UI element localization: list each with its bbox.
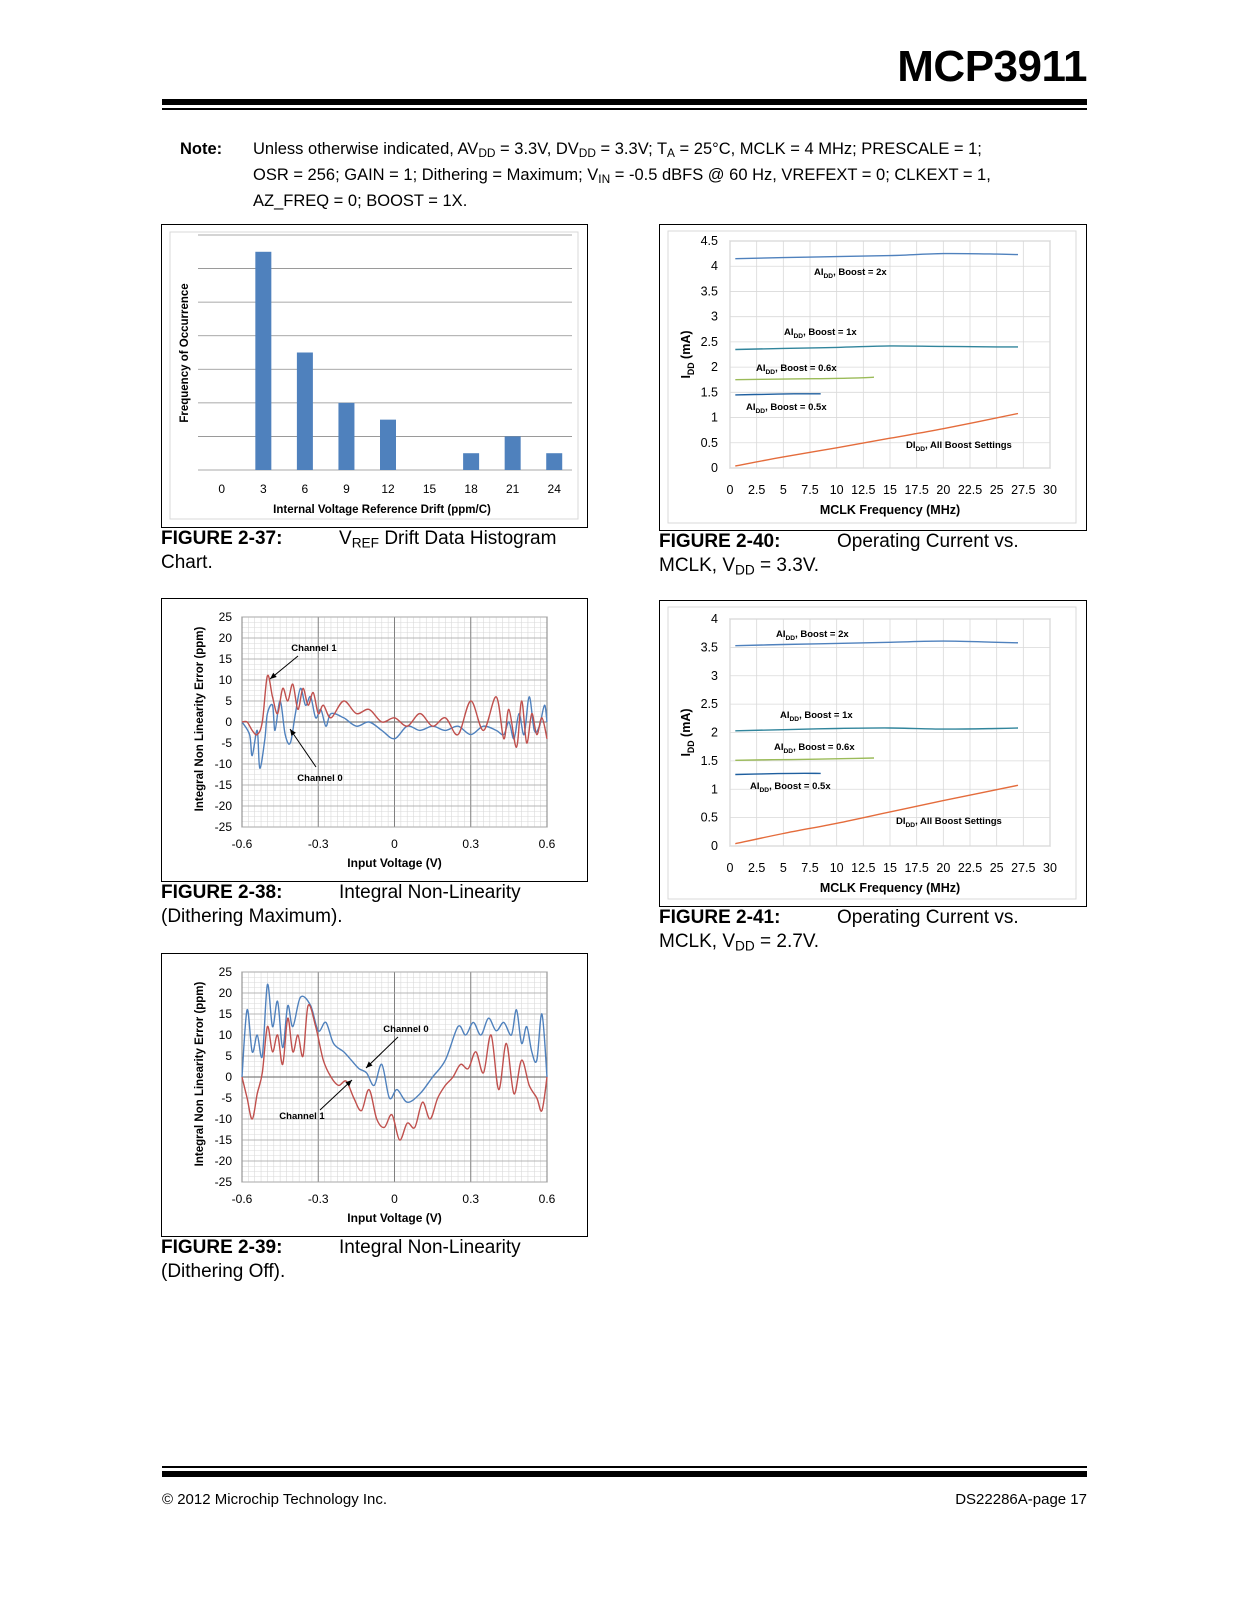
caption-line-2: (Dithering Off). [161, 1261, 286, 1282]
y-tick-label: 15 [218, 652, 232, 666]
x-tick-label: 25 [989, 483, 1004, 497]
page-number: DS22286A-page 17 [955, 1491, 1087, 1508]
caption-line-2 [659, 930, 1089, 958]
x-tick-label: 6 [301, 482, 309, 496]
x-tick-label: 0.6 [538, 837, 556, 851]
y-tick-label: 2.5 [700, 697, 718, 712]
x-tick-label: 30 [1043, 861, 1057, 875]
caption-fig40 [659, 530, 1089, 582]
x-tick-label: 2.5 [747, 483, 766, 497]
y-axis-label: $I_{DD}$ (mA) [679, 330, 696, 379]
histogram-bar [297, 353, 313, 471]
y-tick-label: -20 [214, 799, 232, 813]
y-tick-label: 3 [711, 668, 718, 683]
x-tick-label: 7.5 [801, 483, 819, 497]
figure-number: FIGURE 2-37: [161, 528, 283, 549]
x-tick-label: 25 [989, 861, 1004, 875]
y-tick-label: 0 [225, 715, 232, 729]
note-line: AZ_FREQ = 0; BOOST = 1X. [253, 191, 468, 210]
x-tick-label: 15 [422, 482, 437, 496]
note-seg: OSR = 256; GAIN = 1; Dithering = Maximum; V [253, 165, 599, 184]
footer-rule-thin [162, 1466, 1087, 1468]
x-tick-label: 0.3 [462, 837, 480, 851]
figure-title: Operating Current vs. [837, 531, 1019, 552]
y-axis-label: Integral Non Linearity Error (ppm) [194, 626, 206, 812]
x-axis-label: Internal Voltage Reference Drift (ppm/C) [273, 504, 491, 516]
x-tick-label: 30 [1043, 483, 1057, 497]
y-tick-label: 1.5 [700, 385, 718, 400]
note-sub: DD [478, 145, 496, 160]
y-tick-label: 0.5 [700, 435, 718, 450]
chart-fig37 [161, 224, 588, 528]
chart-fig38 [161, 598, 588, 882]
caption-fig39 [161, 1236, 591, 1284]
caption-line [659, 906, 1089, 930]
y-tick-label: 25 [218, 965, 232, 979]
caption-fig38 [161, 881, 591, 929]
note-label: Note: [180, 140, 223, 158]
x-tick-label: 7.5 [801, 861, 819, 875]
x-tick-label: 22.5 [957, 483, 983, 497]
y-tick-label: -5 [221, 1091, 232, 1105]
annotation-label: Channel 1 [291, 643, 337, 654]
title-seg: V [339, 528, 352, 549]
caption-fig37 [161, 527, 591, 575]
idd-2v7-svg [660, 601, 1086, 906]
y-tick-label: 4 [711, 259, 718, 274]
caption-line-2: (Dithering Maximum). [161, 906, 343, 927]
caption-fig41 [659, 906, 1089, 958]
x-tick-label: 15 [883, 861, 897, 875]
x-tick-label: -0.3 [307, 1192, 329, 1206]
series-label: $DI_{DD}$, All Boost Settings [906, 440, 1012, 453]
note-line [253, 164, 1090, 190]
y-tick-label: -25 [214, 1175, 232, 1189]
series-label: $AI_{DD}$, Boost = 2x [776, 629, 849, 642]
note-seg: = 25°C, MCLK = 4 MHz; PRESCALE = 1; [674, 140, 982, 158]
annotation-label: Channel 0 [383, 1024, 429, 1035]
y-tick-label: 10 [218, 673, 232, 687]
histogram-bar [338, 403, 354, 470]
histogram-bar [546, 453, 562, 470]
x-tick-label: 10 [829, 483, 844, 497]
y-tick-label: 4.5 [700, 234, 718, 248]
title-seg: = 2.7V. [754, 931, 820, 952]
y-tick-label: -5 [221, 736, 232, 750]
title-seg: MCLK, V [659, 931, 736, 952]
histogram-bar [463, 453, 479, 470]
note-text [253, 138, 1090, 212]
note-sub: IN [598, 171, 611, 186]
idd-3v3-svg [660, 225, 1086, 530]
x-axis-label: MCLK Frequency (MHz) [819, 503, 961, 517]
y-tick-label: 3.5 [700, 284, 718, 299]
y-tick-label: 1.5 [700, 753, 718, 768]
y-tick-label: 25 [218, 610, 232, 624]
note-seg: = -0.5 dBFS @ 60 Hz, VREFEXT = 0; CLKEXT = 1, [610, 165, 991, 184]
x-tick-label: 0.3 [462, 1192, 480, 1206]
histogram-bar [255, 252, 271, 470]
y-tick-label: 20 [218, 631, 232, 645]
x-tick-label: 12 [381, 482, 395, 496]
x-tick-label: 0 [218, 482, 226, 496]
series-label: $AI_{DD}$, Boost = 2x [814, 267, 887, 280]
chart-fig40 [659, 224, 1087, 531]
x-tick-label: 17.5 [904, 483, 929, 497]
x-tick-label: 12.5 [851, 861, 876, 875]
y-tick-label: 10 [218, 1028, 232, 1042]
series-label: $AI_{DD}$, Boost = 1x [784, 327, 857, 340]
x-tick-label: 22.5 [957, 861, 983, 875]
x-tick-label: 0 [391, 837, 398, 851]
y-tick-label: 20 [218, 986, 232, 1000]
header-rule [162, 99, 1087, 105]
y-tick-label: 0 [225, 1070, 232, 1084]
chart-fig39 [161, 953, 588, 1237]
caption-line-2: Chart. [161, 552, 213, 573]
y-tick-label: 0.5 [700, 810, 718, 825]
note-line [253, 138, 1090, 164]
annotation-label: Channel 0 [297, 773, 343, 784]
title-seg: MCLK, V [659, 555, 736, 576]
footer-rule [162, 1471, 1087, 1477]
y-tick-label: -10 [214, 1112, 232, 1126]
figure-number: FIGURE 2-41: [659, 907, 781, 928]
x-tick-label: 0 [391, 1192, 398, 1206]
copyright: © 2012 Microchip Technology Inc. [162, 1491, 388, 1508]
x-tick-label: 20 [936, 483, 951, 497]
inl-dither-off-svg [162, 954, 587, 1236]
header-rule-thin [162, 108, 1087, 110]
x-tick-label: 12.5 [851, 483, 876, 497]
figure-number: FIGURE 2-40: [659, 531, 781, 552]
x-tick-label: 10 [829, 861, 844, 875]
y-tick-label: 4 [711, 612, 718, 626]
figure-title: Operating Current vs. [837, 907, 1019, 928]
x-tick-label: 21 [505, 482, 520, 496]
histogram-svg [162, 225, 587, 527]
x-tick-label: 2.5 [747, 861, 766, 875]
y-tick-label: 2 [711, 725, 718, 740]
x-tick-label: 20 [936, 861, 951, 875]
figure-number: FIGURE 2-39: [161, 1237, 283, 1258]
x-tick-label: 15 [883, 483, 897, 497]
series-label: $AI_{DD}$, Boost = 0.5x [750, 781, 831, 794]
y-tick-label: 3 [711, 309, 718, 324]
y-axis-label: Frequency of Occurrence [179, 283, 191, 423]
x-tick-label: 27.5 [1011, 861, 1036, 875]
x-axis-label: Input Voltage (V) [347, 1211, 442, 1225]
note-seg: = 3.3V, DV [495, 140, 579, 158]
x-tick-label: 5 [779, 483, 787, 497]
x-tick-label: 5 [779, 861, 787, 875]
note-sub: DD [578, 145, 596, 160]
inl-dither-max-svg [162, 599, 587, 881]
annotation-label: Channel 1 [279, 1111, 325, 1122]
x-tick-label: 24 [547, 482, 561, 496]
note-sub: A [667, 145, 675, 160]
plot-area-frame [170, 232, 578, 519]
chart-fig41 [659, 600, 1087, 907]
x-axis-label: MCLK Frequency (MHz) [819, 881, 961, 895]
x-tick-label: 0 [726, 483, 734, 497]
title-sub: DD [735, 938, 755, 954]
series-label: $AI_{DD}$, Boost = 0.6x [774, 742, 855, 755]
y-tick-label: 0 [711, 461, 718, 475]
y-tick-label: 1 [711, 410, 718, 425]
y-tick-label: 2 [711, 360, 718, 375]
figure-title: Integral Non-Linearity [339, 882, 521, 903]
x-tick-label: -0.3 [307, 837, 329, 851]
x-tick-label: 18 [464, 482, 478, 496]
document-title: MCP3911 [897, 42, 1087, 91]
x-tick-label: -0.6 [231, 837, 253, 851]
title-seg: = 3.3V. [754, 555, 820, 576]
caption-line [161, 881, 591, 905]
series-label: $DI_{DD}$, All Boost Settings [896, 816, 1002, 829]
y-tick-label: 5 [225, 1049, 232, 1063]
x-tick-label: 17.5 [904, 861, 929, 875]
caption-line [161, 527, 591, 551]
title-seg: Drift Data Histogram [379, 528, 557, 549]
y-tick-label: -15 [214, 1133, 232, 1147]
x-tick-label: 0 [726, 861, 734, 875]
series-label: $AI_{DD}$, Boost = 1x [780, 710, 853, 723]
y-tick-label: -25 [214, 820, 232, 834]
y-tick-label: 3.5 [700, 640, 718, 655]
y-tick-label: 15 [218, 1007, 232, 1021]
figure-title: Integral Non-Linearity [339, 1237, 521, 1258]
y-tick-label: 0 [711, 839, 718, 853]
x-axis-label: Input Voltage (V) [347, 856, 442, 870]
caption-line-2 [659, 554, 1089, 582]
note-seg: Unless otherwise indicated, AV [253, 140, 479, 158]
title-sub: REF [351, 535, 380, 551]
y-tick-label: 5 [225, 694, 232, 708]
caption-line [659, 530, 1089, 554]
y-tick-label: -20 [214, 1154, 232, 1168]
figure-number: FIGURE 2-38: [161, 882, 283, 903]
x-tick-label: 9 [343, 482, 350, 496]
y-tick-label: 2.5 [700, 334, 718, 349]
y-tick-label: -15 [214, 778, 232, 792]
x-tick-label: -0.6 [231, 1192, 253, 1206]
y-tick-label: 1 [711, 782, 718, 797]
histogram-bar [380, 420, 396, 470]
x-tick-label: 27.5 [1011, 483, 1036, 497]
x-tick-label: 3 [259, 482, 267, 496]
x-tick-label: 0.6 [538, 1192, 556, 1206]
y-tick-label: -10 [214, 757, 232, 771]
y-axis-label: Integral Non Linearity Error (ppm) [194, 981, 206, 1167]
y-axis-label: $I_{DD}$ (mA) [679, 708, 696, 757]
series-label: $AI_{DD}$, Boost = 0.5x [746, 402, 827, 415]
figure-title [339, 527, 556, 555]
note-seg: = 3.3V; T [595, 140, 668, 158]
caption-line [161, 1236, 591, 1260]
title-sub: DD [735, 562, 755, 578]
histogram-bar [505, 436, 521, 470]
series-label: $AI_{DD}$, Boost = 0.6x [756, 363, 837, 376]
